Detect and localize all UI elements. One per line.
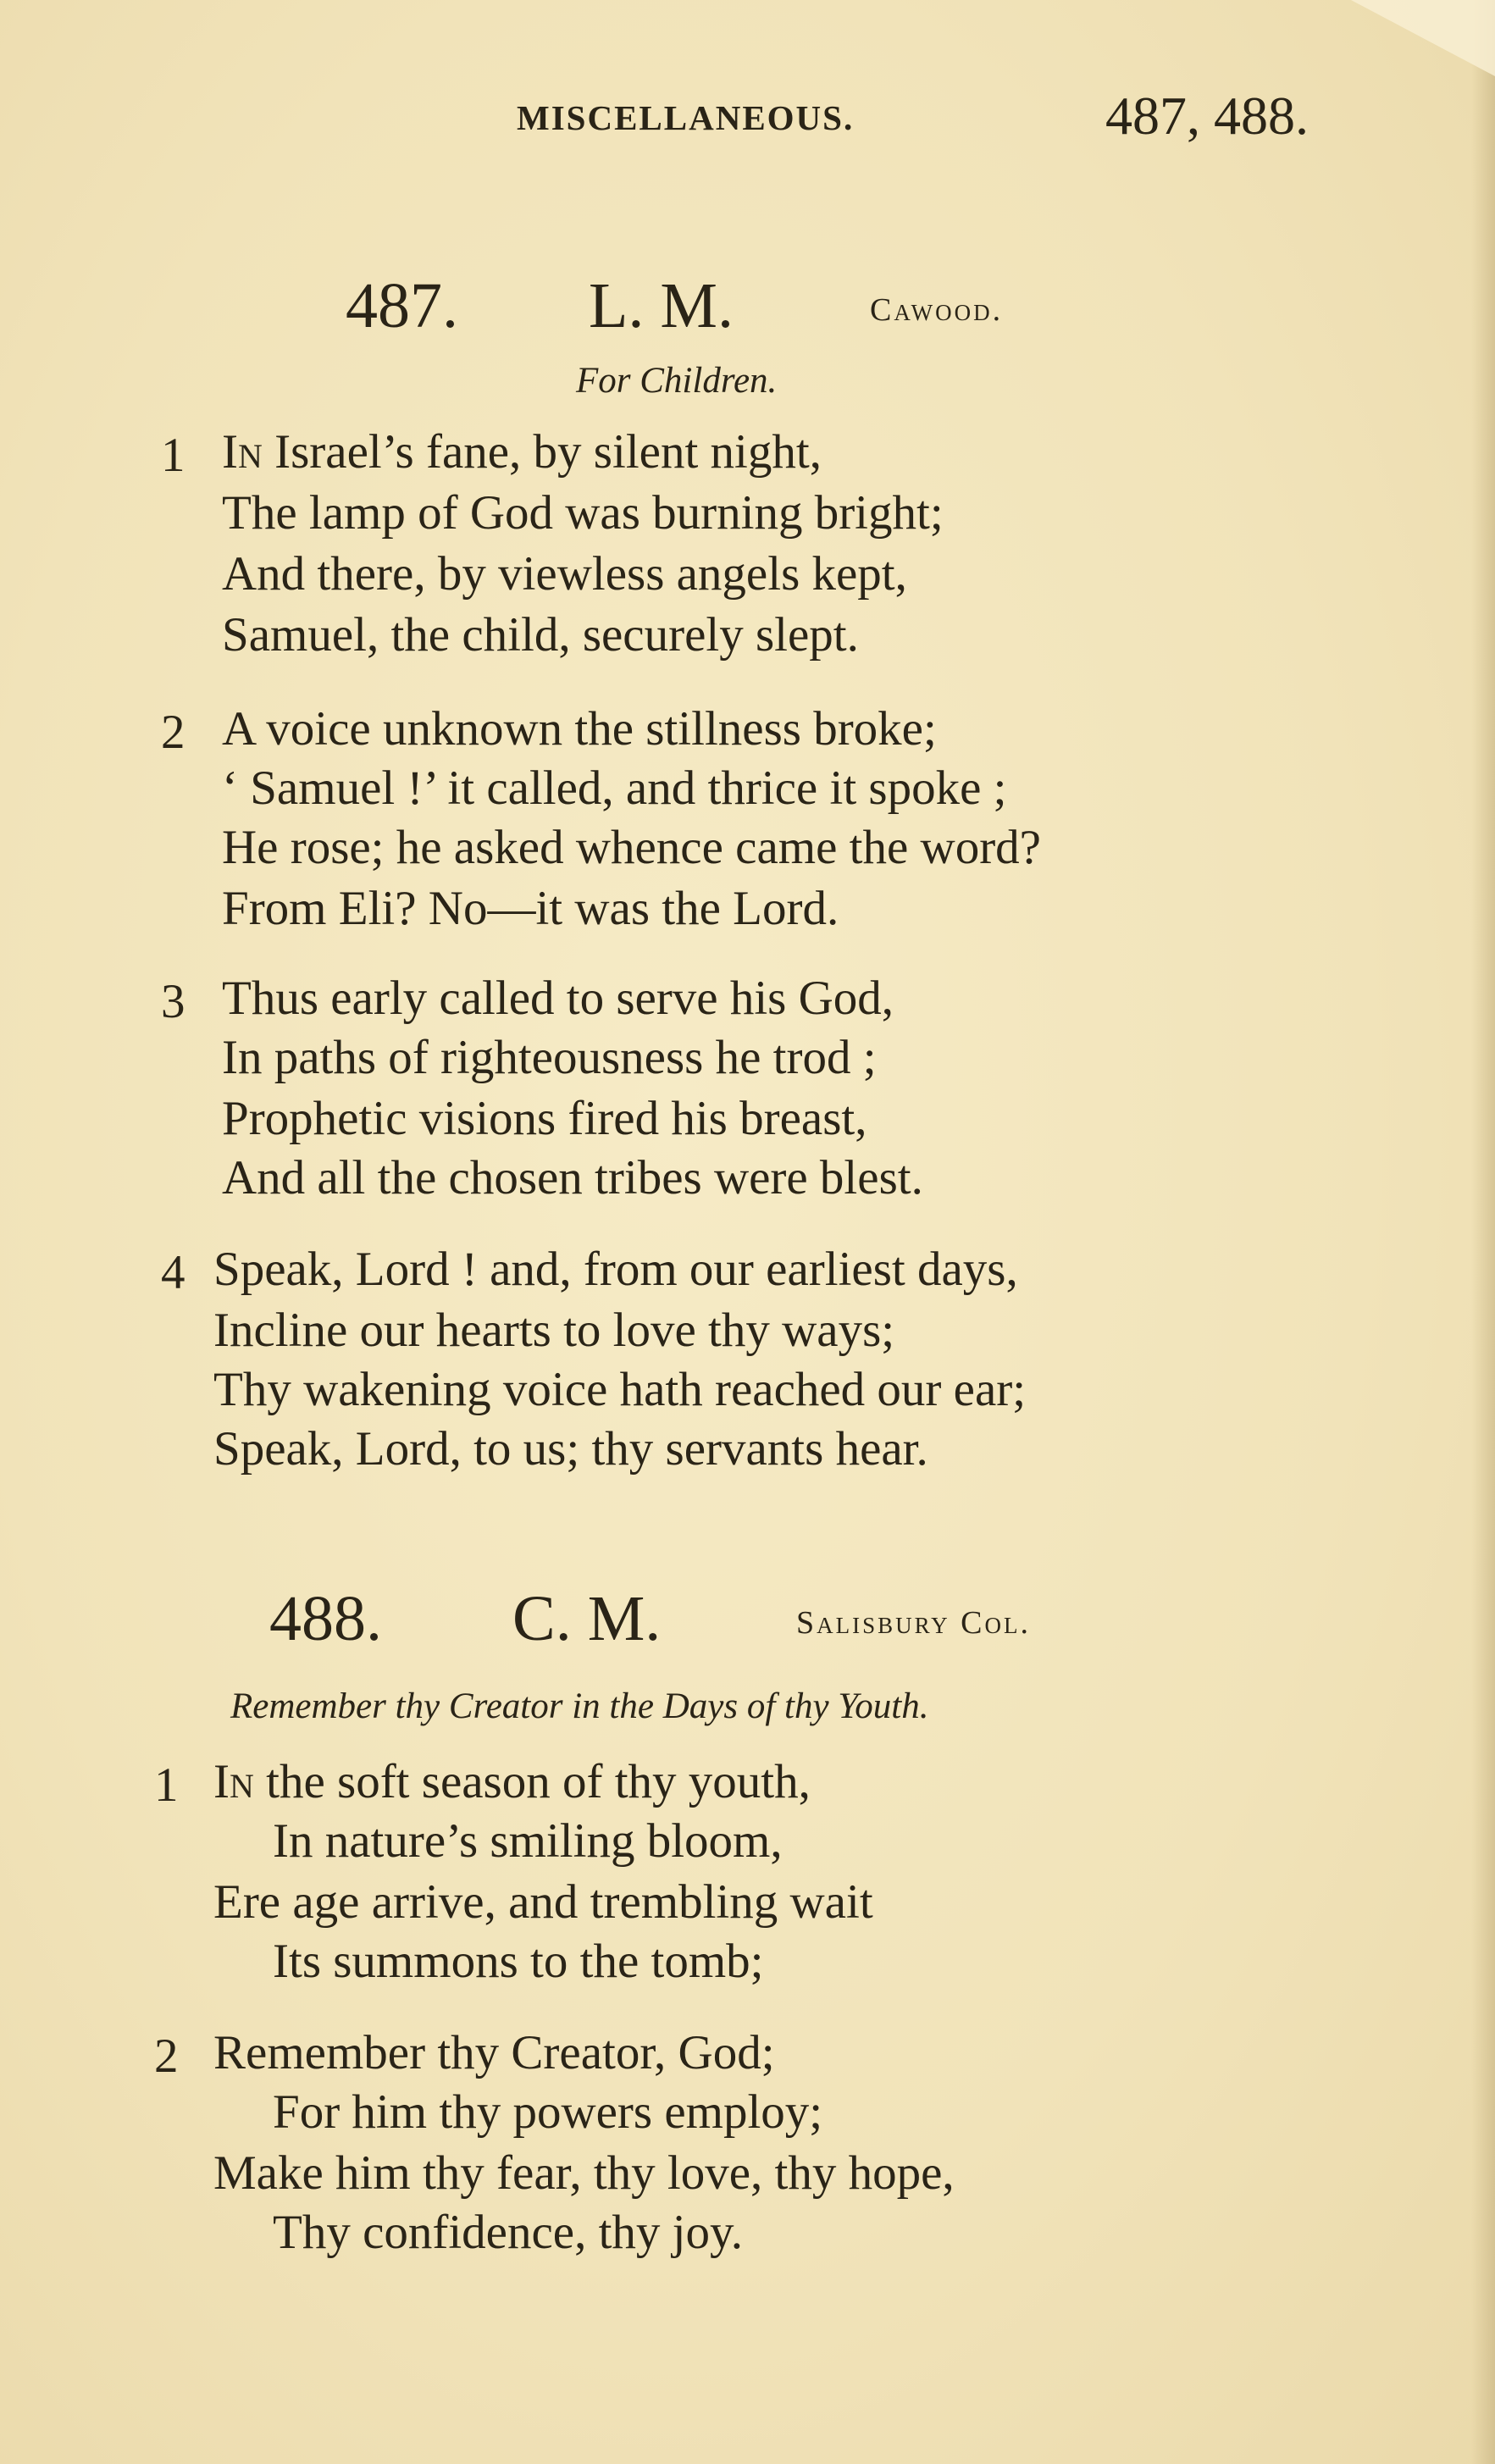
hymn-number: 488. — [269, 1583, 382, 1654]
stanza-number: 1 — [154, 1758, 179, 1812]
verse-line: Make him thy fear, thy love, thy hope, — [213, 2146, 955, 2200]
verse-line: He rose; he asked whence came the word? — [222, 821, 1041, 874]
verse-line: Ere age arrive, and trembling wait — [213, 1875, 873, 1929]
verse-line: For him thy powers employ; — [273, 2085, 823, 2139]
verse-line: A voice unknown the stillness broke; — [222, 702, 937, 756]
hymn-488-subtitle: Remember thy Creator in the Days of thy Youth. — [230, 1686, 929, 1726]
verse-line — [213, 1755, 811, 1808]
hymn-meter: L. M. — [589, 270, 734, 341]
verse-line: ‘ Samuel !’ it called, and thrice it spoke ; — [222, 761, 1007, 815]
verse-line: Remember thy Creator, God; — [213, 2026, 775, 2079]
stanza-number: 4 — [161, 1246, 185, 1299]
verse-line: From Eli? No—it was the Lord. — [222, 882, 839, 935]
hymn-487-heading — [0, 269, 1495, 346]
hymn-tune: Cawood. — [870, 292, 1004, 328]
drop-word: In — [222, 425, 263, 479]
stanza-number: 1 — [161, 429, 185, 482]
hymn-number: 487. — [346, 270, 458, 341]
verse-line: Its summons to the tomb; — [273, 1935, 764, 1988]
stanza-number: 2 — [154, 2029, 179, 2083]
verse-line: Prophetic visions fired his breast, — [222, 1092, 867, 1145]
stanza-number: 2 — [161, 706, 185, 759]
verse-line: Speak, Lord ! and, from our earliest days, — [213, 1243, 1018, 1296]
verse-line: Thus early called to serve his God, — [222, 972, 894, 1025]
verse-line: Samuel, the child, securely slept. — [222, 608, 859, 662]
verse-line-rest: the soft season of thy youth, — [253, 1755, 811, 1808]
verse-line: Incline our hearts to love thy ways; — [213, 1304, 895, 1357]
verse-line: And all the chosen tribes were blest. — [222, 1151, 923, 1204]
hymn-488-heading — [0, 1582, 1495, 1658]
verse-line: And there, by viewless angels kept, — [222, 547, 907, 601]
page-corner-fold — [1351, 0, 1495, 76]
verse-line — [222, 425, 822, 479]
verse-line: The lamp of God was burning bright; — [222, 486, 944, 540]
drop-word: In — [213, 1755, 254, 1808]
running-head: MISCELLANEOUS. — [517, 98, 855, 137]
page-numbers: 487, 488. — [1105, 86, 1309, 146]
hymn-meter: C. M. — [512, 1583, 662, 1654]
verse-line-rest: Israel’s fane, by silent night, — [262, 425, 822, 479]
hymn-tune: Salisbury Col. — [796, 1605, 1031, 1641]
verse-line: In nature’s smiling bloom, — [273, 1814, 783, 1868]
verse-line: In paths of righteousness he trod ; — [222, 1031, 877, 1084]
verse-line: Thy confidence, thy joy. — [273, 2206, 744, 2259]
verse-line: Speak, Lord, to us; thy servants hear. — [213, 1422, 928, 1476]
hymn-487-subtitle: For Children. — [576, 361, 778, 401]
page-edge-shadow — [1471, 0, 1495, 2464]
verse-line: Thy wakening voice hath reached our ear; — [213, 1363, 1027, 1416]
stanza-number: 3 — [161, 975, 185, 1028]
